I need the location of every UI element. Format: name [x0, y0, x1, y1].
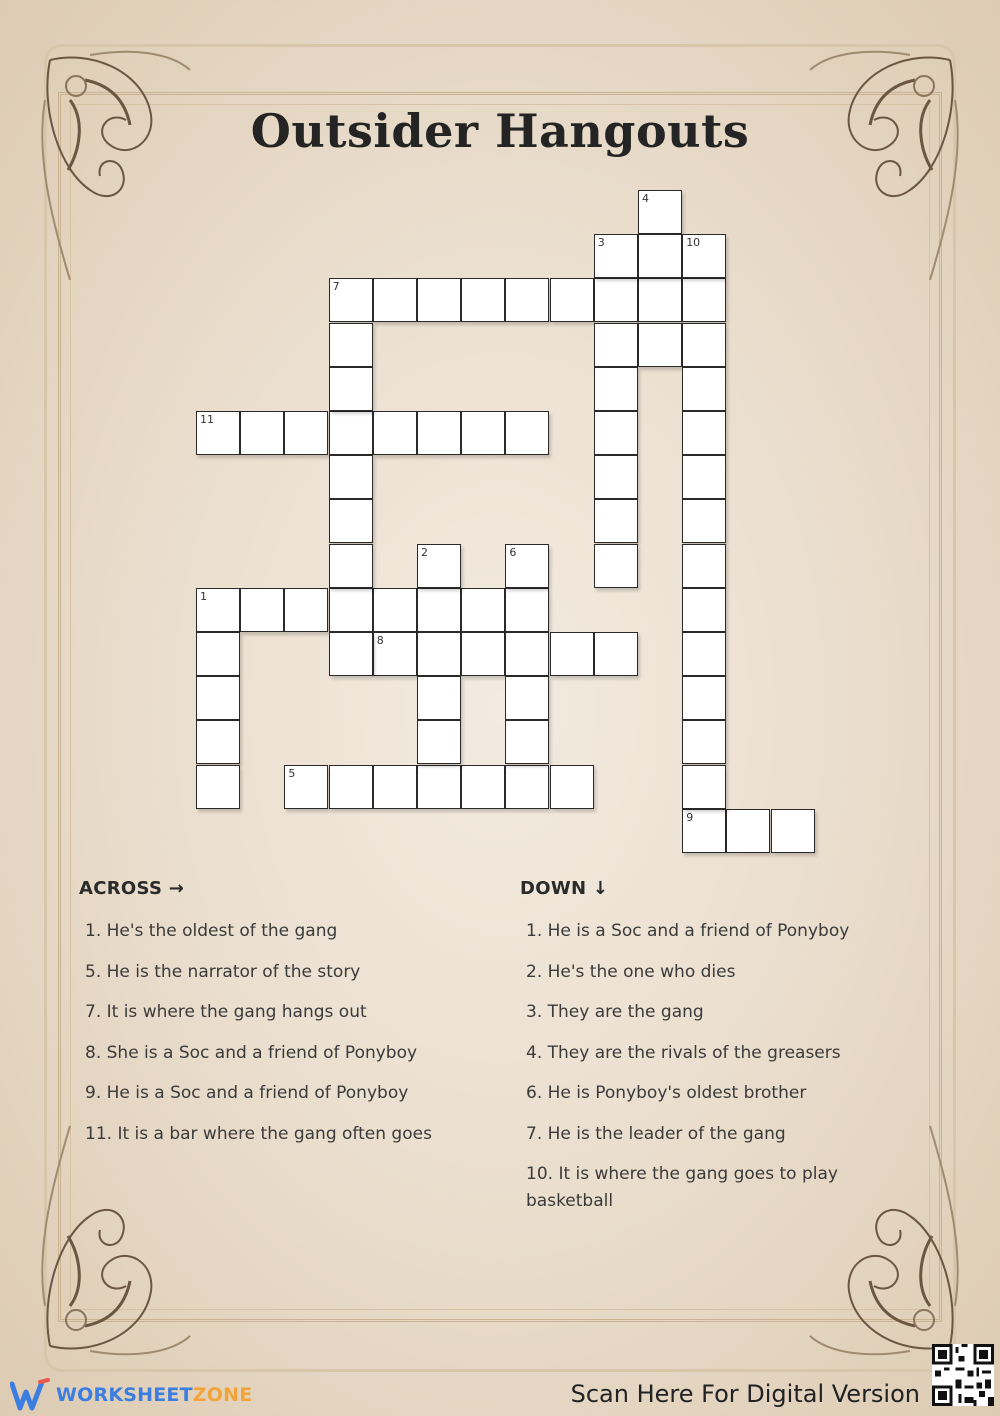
grid-cell[interactable] — [329, 367, 373, 411]
clue-number: 1 — [200, 589, 207, 603]
grid-cell[interactable] — [373, 765, 417, 809]
down-clue: 10. It is where the gang goes to play basketball — [526, 1164, 838, 1211]
across-clue: 7. It is where the gang hangs out — [85, 1002, 367, 1022]
clue-number: 9 — [686, 810, 694, 824]
grid-cell[interactable] — [329, 499, 373, 543]
grid-cell[interactable] — [682, 809, 726, 853]
grid-cell[interactable] — [417, 544, 461, 588]
grid-cell[interactable] — [505, 765, 549, 809]
grid-cell[interactable] — [682, 323, 726, 367]
grid-cell[interactable] — [550, 278, 594, 322]
grid-cell[interactable] — [417, 632, 461, 676]
grid-cell[interactable] — [638, 278, 682, 322]
across-heading: ACROSS → — [79, 878, 185, 899]
down-clue: 1. He is a Soc and a friend of Ponyboy — [526, 921, 850, 941]
grid-cell[interactable] — [196, 676, 240, 720]
down-clue: 7. He is the leader of the gang — [526, 1123, 786, 1144]
grid-cell[interactable] — [505, 676, 549, 720]
scan-prompt: Scan Here For Digital Version — [570, 1380, 920, 1408]
grid-cell[interactable] — [682, 367, 726, 411]
grid-cell[interactable] — [638, 234, 682, 278]
grid-cell[interactable] — [594, 499, 638, 543]
grid-cell[interactable] — [461, 588, 505, 632]
clue-number: 7 — [332, 280, 340, 294]
grid-cell[interactable] — [638, 323, 682, 367]
grid-cell[interactable] — [461, 632, 505, 676]
grid-cell[interactable] — [682, 455, 726, 499]
grid-cell[interactable] — [505, 588, 549, 632]
clue-number: 6 — [509, 545, 517, 559]
grid-cell[interactable] — [594, 544, 638, 588]
grid-cell[interactable] — [682, 411, 726, 455]
down-heading: DOWN ↓ — [520, 878, 609, 899]
grid-cell[interactable] — [240, 411, 284, 455]
clue-number: 4 — [642, 192, 649, 205]
grid-cell[interactable] — [505, 278, 549, 322]
grid-cell[interactable] — [505, 720, 549, 764]
grid-cell[interactable] — [329, 455, 373, 499]
grid-cell[interactable] — [196, 632, 240, 676]
grid-cell[interactable] — [682, 720, 726, 764]
grid-cell[interactable] — [682, 499, 726, 543]
across-clue: 11. It is a bar where the gang often goes — [85, 1123, 432, 1144]
grid-cell[interactable] — [196, 588, 240, 632]
page-title: Outsider Hangouts — [250, 104, 750, 158]
logo-mark-icon — [10, 1378, 50, 1412]
grid-cell[interactable] — [461, 278, 505, 322]
grid-cell[interactable] — [196, 765, 240, 809]
grid-cell[interactable] — [417, 588, 461, 632]
grid-cell[interactable] — [329, 588, 373, 632]
grid-cell[interactable] — [329, 411, 373, 455]
grid-cell[interactable] — [550, 632, 594, 676]
grid-cell[interactable] — [329, 323, 373, 367]
brand-name — [56, 1384, 252, 1406]
grid-cell[interactable] — [196, 720, 240, 764]
grid-cell[interactable] — [373, 278, 417, 322]
down-clue: 3. They are the gang — [526, 1002, 704, 1022]
grid-cell[interactable] — [594, 278, 638, 322]
grid-cell[interactable] — [417, 720, 461, 764]
grid-cell[interactable] — [284, 588, 328, 632]
grid-cell[interactable] — [505, 632, 549, 676]
grid-cell[interactable] — [726, 809, 770, 853]
grid-cell[interactable] — [550, 765, 594, 809]
grid-cell[interactable] — [329, 278, 373, 322]
across-clue: 1. He's the oldest of the gang — [85, 921, 338, 941]
grid-cell[interactable] — [682, 632, 726, 676]
grid-cell[interactable] — [417, 411, 461, 455]
clue-number: 11 — [200, 413, 214, 426]
grid-cell[interactable] — [417, 278, 461, 322]
grid-cell[interactable] — [417, 676, 461, 720]
grid-cell[interactable] — [417, 765, 461, 809]
qr-code-icon[interactable] — [932, 1344, 994, 1406]
down-clue: 2. He's the one who dies — [526, 961, 736, 982]
clue-number: 5 — [288, 766, 296, 780]
grid-cell[interactable] — [373, 588, 417, 632]
across-clue-list — [85, 918, 465, 1161]
grid-cell[interactable] — [284, 411, 328, 455]
clue-number: 8 — [376, 634, 384, 647]
down-clue-list — [526, 918, 886, 1229]
brand-name-part2: ZONE — [192, 1384, 253, 1406]
across-clue: 5. He is the narrator of the story — [85, 961, 361, 982]
grid-cell[interactable] — [594, 632, 638, 676]
grid-cell[interactable] — [594, 455, 638, 499]
grid-cell[interactable] — [284, 765, 328, 809]
grid-cell[interactable] — [594, 367, 638, 411]
clue-number: 2 — [421, 545, 428, 559]
brand-name-part1: WORKSHEET — [56, 1384, 193, 1406]
grid-cell[interactable] — [638, 190, 682, 234]
grid-cell[interactable] — [505, 411, 549, 455]
grid-cell[interactable] — [771, 809, 815, 853]
grid-cell[interactable] — [373, 632, 417, 676]
grid-cell[interactable] — [505, 544, 549, 588]
grid-cell[interactable] — [594, 234, 638, 278]
grid-cell[interactable] — [461, 411, 505, 455]
grid-cell[interactable] — [682, 544, 726, 588]
grid-cell[interactable] — [682, 234, 726, 278]
down-clue: 6. He is Ponyboy's oldest brother — [526, 1083, 807, 1103]
grid-cell[interactable] — [373, 411, 417, 455]
brand-logo[interactable] — [10, 1376, 252, 1414]
grid-cell[interactable] — [329, 632, 373, 676]
across-clue: 8. She is a Soc and a friend of Ponyboy — [85, 1042, 418, 1063]
grid-cell[interactable] — [682, 765, 726, 809]
grid-cell[interactable] — [682, 676, 726, 720]
down-clue: 4. They are the rivals of the greasers — [526, 1042, 841, 1063]
grid-cell[interactable] — [682, 278, 726, 322]
grid-cell[interactable] — [594, 323, 638, 367]
grid-cell[interactable] — [461, 765, 505, 809]
clue-number: 3 — [597, 236, 605, 250]
grid-cell[interactable] — [240, 588, 284, 632]
grid-cell[interactable] — [329, 765, 373, 809]
across-clue: 9. He is a Soc and a friend of Ponyboy — [85, 1083, 409, 1103]
grid-cell[interactable] — [196, 411, 240, 455]
grid-cell[interactable] — [329, 544, 373, 588]
grid-cell[interactable] — [594, 411, 638, 455]
grid-cell[interactable] — [682, 588, 726, 632]
clue-number: 10 — [686, 236, 701, 250]
